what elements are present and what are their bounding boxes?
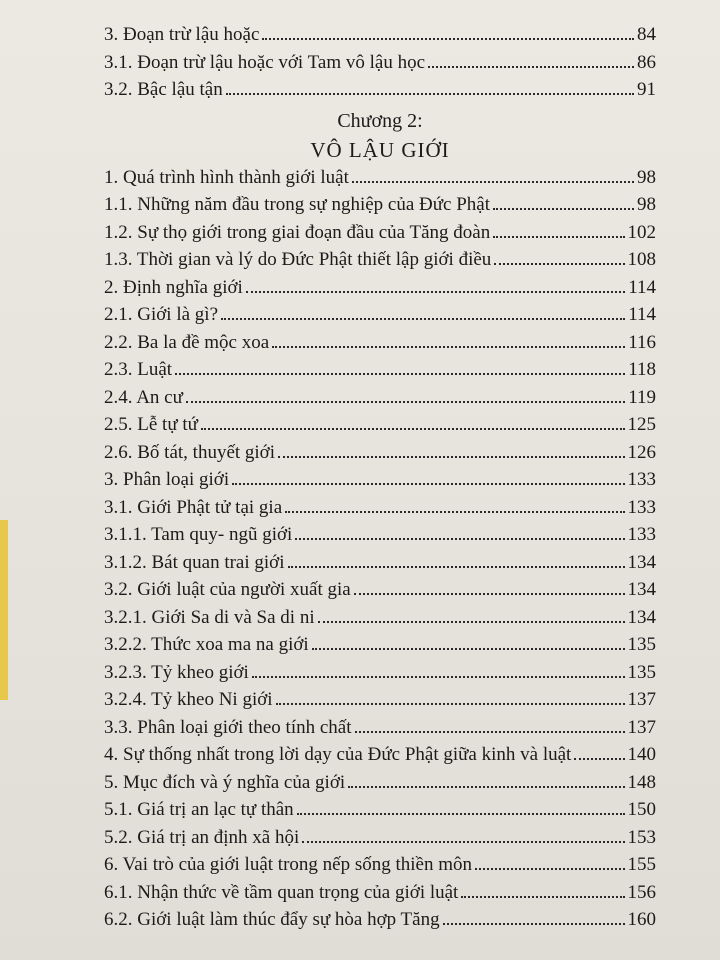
toc-entry <box>104 52 656 80</box>
toc-entry-page-number: 134 <box>627 606 656 628</box>
yellow-page-edge <box>0 520 8 700</box>
toc-entry-title: 4. Sự thống nhất trong lời dạy của Đức Phật giữa kinh và luật <box>104 744 572 765</box>
dot-leader <box>262 38 634 40</box>
toc-entry <box>104 222 656 250</box>
toc-entry-title: 2.1. Giới là gì? <box>104 304 218 325</box>
toc-entry <box>104 909 656 937</box>
toc-entry-page-number: 137 <box>627 689 656 710</box>
dot-leader <box>428 66 634 68</box>
toc-entry-page-number: 119 <box>628 386 656 408</box>
dot-leader <box>475 868 624 870</box>
dot-leader <box>297 813 625 815</box>
toc-entry <box>104 552 656 580</box>
toc-entry <box>104 167 656 195</box>
dot-leader <box>493 208 634 210</box>
toc-entry <box>104 249 656 277</box>
toc-entry <box>104 634 656 662</box>
toc-entry-page-number: 153 <box>627 826 656 848</box>
toc-entry-page-number: 134 <box>627 551 656 573</box>
dot-leader <box>252 676 625 678</box>
toc-entry-title: 2.6. Bố tát, thuyết giới <box>104 441 276 463</box>
toc-entry-title: 6.1. Nhận thức về tầm quan trọng của giới luật <box>104 881 459 903</box>
dot-leader <box>186 401 625 403</box>
toc-entry <box>104 332 656 360</box>
toc-entry-page-number: 135 <box>627 634 656 655</box>
toc-entry-page-number: 133 <box>627 469 656 490</box>
toc-entry-title: 3.2.4. Tỷ kheo Ni giới <box>104 689 273 710</box>
toc-entry <box>104 79 656 107</box>
dot-leader <box>226 93 634 95</box>
toc-entry-page-number: 134 <box>627 579 656 600</box>
toc-entry <box>104 882 656 910</box>
toc-section-chapter-1-tail <box>104 24 656 107</box>
toc-entry-page-number: 150 <box>627 799 656 820</box>
toc-entry-title: 3.2.3. Tỷ kheo giới <box>104 661 249 683</box>
dot-leader <box>461 896 624 898</box>
toc-entry <box>104 24 656 52</box>
toc-entry-page-number: 102 <box>627 221 656 243</box>
toc-entry-title: 6. Vai trò của giới luật trong nếp sống thiền môn <box>104 854 473 875</box>
toc-entry-title: 5.2. Giá trị an định xã hội <box>104 826 300 848</box>
dot-leader <box>352 181 634 183</box>
toc-entry-page-number: 118 <box>628 359 656 380</box>
toc-entry <box>104 359 656 387</box>
toc-entry <box>104 497 656 525</box>
toc-entry <box>104 744 656 772</box>
toc-entry <box>104 854 656 882</box>
dot-leader <box>312 648 625 650</box>
toc-entry-page-number: 98 <box>637 166 656 188</box>
toc-entry-title: 3.2. Giới luật của người xuất gia <box>104 579 351 600</box>
toc-entry-page-number: 86 <box>637 51 656 73</box>
toc-entry <box>104 442 656 470</box>
toc-entry <box>104 607 656 635</box>
toc-entry-page-number: 148 <box>627 771 656 793</box>
toc-entry-page-number: 135 <box>627 661 656 683</box>
chapter-heading: Chương 2: <box>337 109 423 132</box>
toc-entry-page-number: 125 <box>627 414 656 435</box>
toc-entry-page-number: 133 <box>627 496 656 518</box>
dot-leader <box>574 758 624 760</box>
dot-leader <box>285 511 624 513</box>
dot-leader <box>246 291 625 293</box>
toc-entry-title: 5.1. Giá trị an lạc tự thân <box>104 799 294 820</box>
toc-entry-title: 2.3. Luật <box>104 359 173 380</box>
dot-leader <box>318 621 625 623</box>
toc-entry <box>104 827 656 855</box>
toc-entry <box>104 194 656 222</box>
toc-entry <box>104 387 656 415</box>
dot-leader <box>494 263 624 265</box>
toc-entry-title: 3.2.1. Giới Sa di và Sa di ni <box>104 606 315 628</box>
toc-entry-title: 5. Mục đích và ý nghĩa của giới <box>104 771 346 793</box>
toc-entry-title: 1.2. Sự thọ giới trong giai đoạn đầu của Tăng đoàn <box>104 221 491 243</box>
dot-leader <box>302 841 624 843</box>
table-of-contents <box>104 24 656 937</box>
toc-entry-page-number: 91 <box>637 79 656 100</box>
toc-entry-title: 2.2. Ba la đề mộc xoa <box>104 331 270 353</box>
toc-entry-title: 3. Phân loại giới <box>104 469 230 490</box>
toc-entry-page-number: 84 <box>637 24 656 45</box>
toc-entry-page-number: 98 <box>637 194 656 215</box>
toc-entry <box>104 662 656 690</box>
toc-entry-title: 1.3. Thời gian và lý do Đức Phật thiết lập giới điều <box>104 249 492 270</box>
toc-entry-page-number: 116 <box>628 331 656 353</box>
dot-leader <box>355 731 625 733</box>
toc-entry <box>104 717 656 745</box>
toc-entry <box>104 469 656 497</box>
toc-section-chapter-2 <box>104 167 656 937</box>
toc-entry <box>104 304 656 332</box>
toc-entry-title: 1.1. Những năm đầu trong sự nghiệp của Đức Phật <box>104 194 491 215</box>
dot-leader <box>288 566 625 568</box>
toc-entry-page-number: 155 <box>627 854 656 875</box>
toc-entry-page-number: 160 <box>627 909 656 930</box>
toc-entry-title: 2.5. Lễ tự tứ <box>104 414 198 435</box>
toc-entry <box>104 799 656 827</box>
toc-entry-page-number: 108 <box>627 249 656 270</box>
toc-entry-page-number: 126 <box>627 441 656 463</box>
toc-entry <box>104 579 656 607</box>
toc-entry-title: 3.3. Phân loại giới theo tính chất <box>104 716 352 738</box>
toc-entry-title: 3.1.1. Tam quy- ngũ giới <box>104 524 293 545</box>
chapter-title: VÔ LẬU GIỚI <box>310 137 450 162</box>
toc-entry-page-number: 140 <box>627 744 656 765</box>
dot-leader <box>295 538 624 540</box>
dot-leader <box>232 483 624 485</box>
toc-entry-page-number: 137 <box>627 716 656 738</box>
toc-entry <box>104 414 656 442</box>
toc-entry-title: 6.2. Giới luật làm thúc đẩy sự hòa hợp Tăng <box>104 909 440 930</box>
toc-entry-title: 3.1. Đoạn trừ lậu hoặc với Tam vô lậu học <box>104 51 426 73</box>
toc-entry-title: 3.1.2. Bát quan trai giới <box>104 551 285 573</box>
toc-entry-title: 3.2. Bậc lậu tận <box>104 79 223 100</box>
toc-entry-title: 1. Quá trình hình thành giới luật <box>104 166 349 188</box>
toc-entry-title: 2.4. An cư <box>104 386 183 408</box>
toc-entry-page-number: 156 <box>627 881 656 903</box>
dot-leader <box>276 703 625 705</box>
dot-leader <box>443 923 625 925</box>
dot-leader <box>272 346 625 348</box>
dot-leader <box>201 428 625 430</box>
dot-leader <box>348 786 624 788</box>
toc-entry <box>104 277 656 305</box>
toc-entry-page-number: 114 <box>628 304 656 325</box>
dot-leader <box>221 318 625 320</box>
toc-entry-title: 3.1. Giới Phật tử tại gia <box>104 496 283 518</box>
toc-entry-page-number: 114 <box>628 276 656 298</box>
toc-entry <box>104 524 656 552</box>
toc-entry-title: 3.2.2. Thức xoa ma na giới <box>104 634 309 655</box>
toc-entry-page-number: 133 <box>627 524 656 545</box>
dot-leader <box>175 373 625 375</box>
dot-leader <box>354 593 625 595</box>
toc-entry <box>104 689 656 717</box>
dot-leader <box>493 236 624 238</box>
toc-entry <box>104 772 656 800</box>
dot-leader <box>278 456 624 458</box>
toc-entry-title: 3. Đoạn trừ lậu hoặc <box>104 24 260 45</box>
toc-entry-title: 2. Định nghĩa giới <box>104 276 243 298</box>
